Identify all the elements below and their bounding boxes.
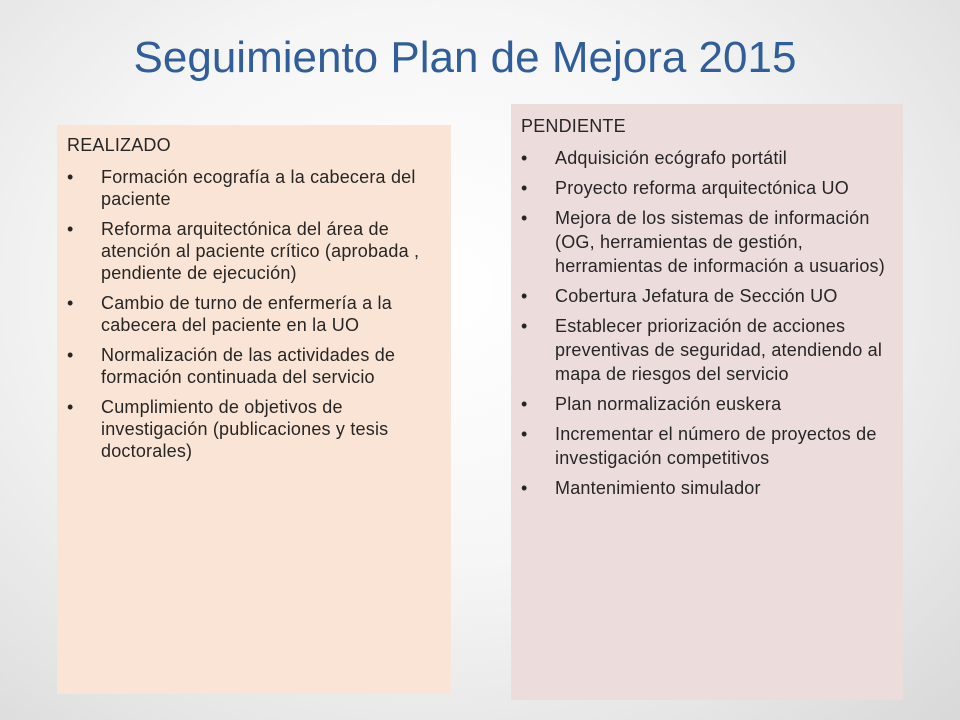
bullet-icon: • xyxy=(521,478,528,498)
list-item-text: Mantenimiento simulador xyxy=(555,478,761,498)
list-item xyxy=(67,344,441,388)
list-item-text: Normalización de las actividades de formación continuada del servicio xyxy=(101,345,396,387)
bullet-icon: • xyxy=(67,397,74,417)
list-item-text: Adquisición ecógrafo portátil xyxy=(555,148,787,168)
pending-box xyxy=(511,104,903,700)
bullet-icon: • xyxy=(521,316,528,336)
list-item xyxy=(521,206,893,278)
list-item xyxy=(521,422,893,470)
bullet-icon: • xyxy=(67,219,74,239)
list-item xyxy=(521,392,893,416)
bullet-icon: • xyxy=(521,178,528,198)
list-item-text: Proyecto reforma arquitectónica UO xyxy=(555,178,849,198)
list-item-text: Reforma arquitectónica del área de atención al paciente crítico (aprobada , pendiente de ejecución) xyxy=(101,219,420,283)
bullet-icon: • xyxy=(521,148,528,168)
list-item xyxy=(521,176,893,200)
list-item-text: Cumplimiento de objetivos de investigación (publicaciones y tesis doctorales) xyxy=(101,397,389,461)
bullet-icon: • xyxy=(521,424,528,444)
list-item-text: Cobertura Jefatura de Sección UO xyxy=(555,286,838,306)
list-item-text: Cambio de turno de enfermería a la cabecera del paciente en la UO xyxy=(101,293,392,335)
pending-list xyxy=(521,146,893,500)
pending-heading: PENDIENTE xyxy=(521,116,626,136)
list-item xyxy=(67,396,441,462)
bullet-icon: • xyxy=(521,286,528,306)
list-item-text: Plan normalización euskera xyxy=(555,394,782,414)
bullet-icon: • xyxy=(67,167,74,187)
list-item xyxy=(521,146,893,170)
done-heading: REALIZADO xyxy=(67,135,171,155)
list-item xyxy=(67,166,441,210)
list-item-text: Mejora de los sistemas de información (OG, herramientas de gestión, herramientas de información a usuarios) xyxy=(555,208,885,276)
list-item xyxy=(521,284,893,308)
list-item-text: Incrementar el número de proyectos de investigación competitivos xyxy=(555,424,877,468)
list-item xyxy=(67,218,441,284)
list-item xyxy=(67,292,441,336)
list-item-text: Formación ecografía a la cabecera del paciente xyxy=(101,167,416,209)
list-item-text: Establecer priorización de acciones preventivas de seguridad, atendiendo al mapa de riesgos del servicio xyxy=(555,316,883,384)
bullet-icon: • xyxy=(67,293,74,313)
slide-title: Seguimiento Plan de Mejora 2015 xyxy=(133,33,797,82)
bullet-icon: • xyxy=(521,394,528,414)
list-item xyxy=(521,314,893,386)
bullet-icon: • xyxy=(67,345,74,365)
bullet-icon: • xyxy=(521,208,528,228)
list-item xyxy=(521,476,893,500)
done-list xyxy=(67,166,441,462)
done-box xyxy=(57,125,451,694)
